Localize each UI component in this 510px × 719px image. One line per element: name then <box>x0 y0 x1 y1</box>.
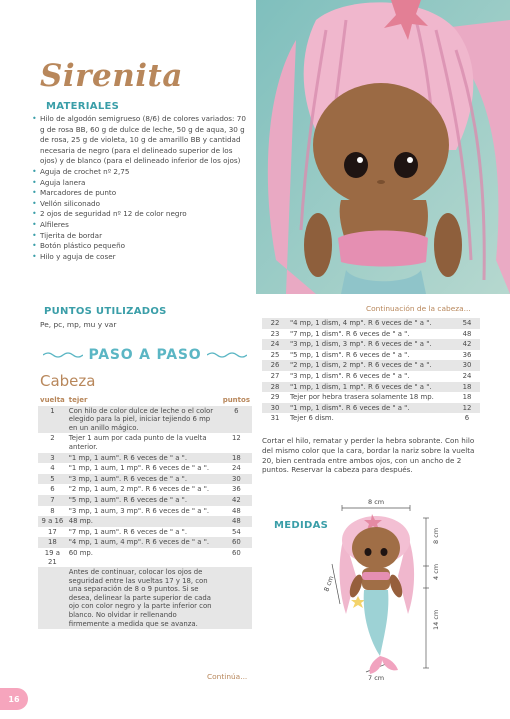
list-item: • Botón plástico pequeño <box>30 241 252 252</box>
continuation-table <box>262 318 480 424</box>
list-item: • Hilo y aguja de coser <box>30 252 252 263</box>
continues-note: Continúa... <box>207 672 248 681</box>
head-section-title: Cabeza <box>40 372 96 390</box>
stitches-text: Pe, pc, mp, mu y var <box>40 320 117 329</box>
list-item: • 2 ojos de seguridad nº 12 de color negro <box>30 209 252 220</box>
head-instructions-table <box>38 395 252 629</box>
doll-photo <box>256 0 510 294</box>
table-row: 6 "2 mp, 1 aum, 2 mp". R 6 veces de " a ". 36 <box>38 484 252 495</box>
stitches-heading: PUNTOS UTILIZADOS <box>44 306 167 317</box>
measurement-diagram <box>322 496 472 682</box>
table-row: 25 "5 mp, 1 dism". R 6 veces de " a ". 36 <box>262 350 480 361</box>
list-item: • Aguja lanera <box>30 178 252 189</box>
table-row: 19 a 21 60 mp. 60 <box>38 548 252 567</box>
table-row: 5 "3 mp, 1 aum". R 6 veces de " a ". 30 <box>38 474 252 485</box>
table-row: 24 "3 mp, 1 dism, 3 mp". R 6 veces de " a ". 42 <box>262 339 480 350</box>
materials-list <box>30 114 252 262</box>
table-row: 7 "5 mp, 1 aum". R 6 veces de " a ". 42 <box>38 495 252 506</box>
dimension-arm-label: 8 cm <box>322 574 336 593</box>
list-item: • Marcadores de punto <box>30 188 252 199</box>
table-row: 30 "1 mp, 1 dism". R 6 veces de " a ". 12 <box>262 403 480 414</box>
table-row: 9 a 16 48 mp. 48 <box>38 516 252 527</box>
column-header-work: tejer <box>68 396 88 404</box>
list-item: • Alfileres <box>30 220 252 231</box>
wave-decoration-icon <box>43 351 83 359</box>
dimension-fin-label: 7 cm <box>368 674 385 682</box>
closing-instructions: Cortar el hilo, rematar y perder la hebra sobrante. Con hilo del mismo color que la cara, bordar la nariz sobre la vuelta 20, bien centrada entre ambos ojos, con un ancho de 2 puntos. Reservar la cabeza para después. <box>262 436 475 475</box>
dimension-head-label: 8 cm <box>432 527 440 544</box>
table-row: Antes de continuar, colocar los ojos de seguridad entre las vueltas 17 y 18, con una separación de 8 o 9 puntos. Si se desea, delinear la parte superior de cada ojo con color negro y la parte inferior con blanco. No olvidar ir rellenando firmemente a medida que se avanza. <box>38 567 252 629</box>
column-header-stitches: puntos <box>222 396 250 404</box>
dimension-body-label: 4 cm <box>432 563 440 580</box>
table-row: 2 Tejer 1 aum por cada punto de la vuelta anterior. 12 <box>38 433 252 452</box>
table-row: 28 "1 mp, 1 dism, 1 mp". R 6 veces de " a ". 18 <box>262 382 480 393</box>
table-row: 26 "2 mp, 1 dism, 2 mp". R 6 veces de " a ". 30 <box>262 360 480 371</box>
table-row: 31 Tejer 6 dism. 6 <box>262 413 480 424</box>
table-row: 27 "3 mp, 1 dism". R 6 veces de " a ". 24 <box>262 371 480 382</box>
list-item: • Aguja de crochet nº 2,75 <box>30 167 252 178</box>
section-banner <box>40 344 250 366</box>
pattern-title: Sirenita <box>40 58 183 94</box>
table-row: 4 "1 mp, 1 aum, 1 mp". R 6 veces de " a ". 24 <box>38 463 252 474</box>
table-row: 18 "4 mp, 1 aum, 4 mp". R 6 veces de " a ". 60 <box>38 537 252 548</box>
list-item: • Tijerita de bordar <box>30 231 252 242</box>
page-number: 16 <box>0 688 28 710</box>
table-row: 29 Tejer por hebra trasera solamente 18 mp. 18 <box>262 392 480 403</box>
column-header-round: vuelta <box>40 396 65 404</box>
table-row: 22 "4 mp, 1 dism, 4 mp". R 6 veces de " a ". 54 <box>262 318 480 329</box>
section-banner-label: PASO A PASO <box>88 347 202 363</box>
dimension-tail-label: 14 cm <box>432 609 440 630</box>
wave-decoration-icon <box>207 351 247 359</box>
table-row: 8 "3 mp, 1 aum, 3 mp". R 6 veces de " a ". 48 <box>38 506 252 517</box>
list-item: • Vellón siliconado <box>30 199 252 210</box>
continuation-heading: Continuación de la cabeza... <box>366 304 471 313</box>
table-row: 3 "1 mp, 1 aum". R 6 veces de " a ". 18 <box>38 453 252 464</box>
dimension-width-label: 8 cm <box>368 498 385 506</box>
list-item: • Hilo de algodón semigrueso (8/6) de colores variados: 70 g de rosa BB, 60 g de dulce de leche, 50 g de aqua, 30 g de rosa, 25 g de violeta, 10 g de amarillo BB y cantidad necesaria de negro (para el delineado superior de los ojos) y de blanco (para el delineado inferior de los ojos) <box>30 114 252 167</box>
table-row: 1 Con hilo de color dulce de leche o el color elegido para la piel, iniciar tejiendo 6 mp en un anillo mágico. 6 <box>38 406 252 434</box>
table-row: 17 "7 mp, 1 aum". R 6 veces de " a ". 54 <box>38 527 252 538</box>
materials-heading: MATERIALES <box>46 101 120 112</box>
measurements-heading: MEDIDAS <box>274 520 329 531</box>
table-row: 23 "7 mp, 1 dism". R 6 veces de " a ". 48 <box>262 329 480 340</box>
